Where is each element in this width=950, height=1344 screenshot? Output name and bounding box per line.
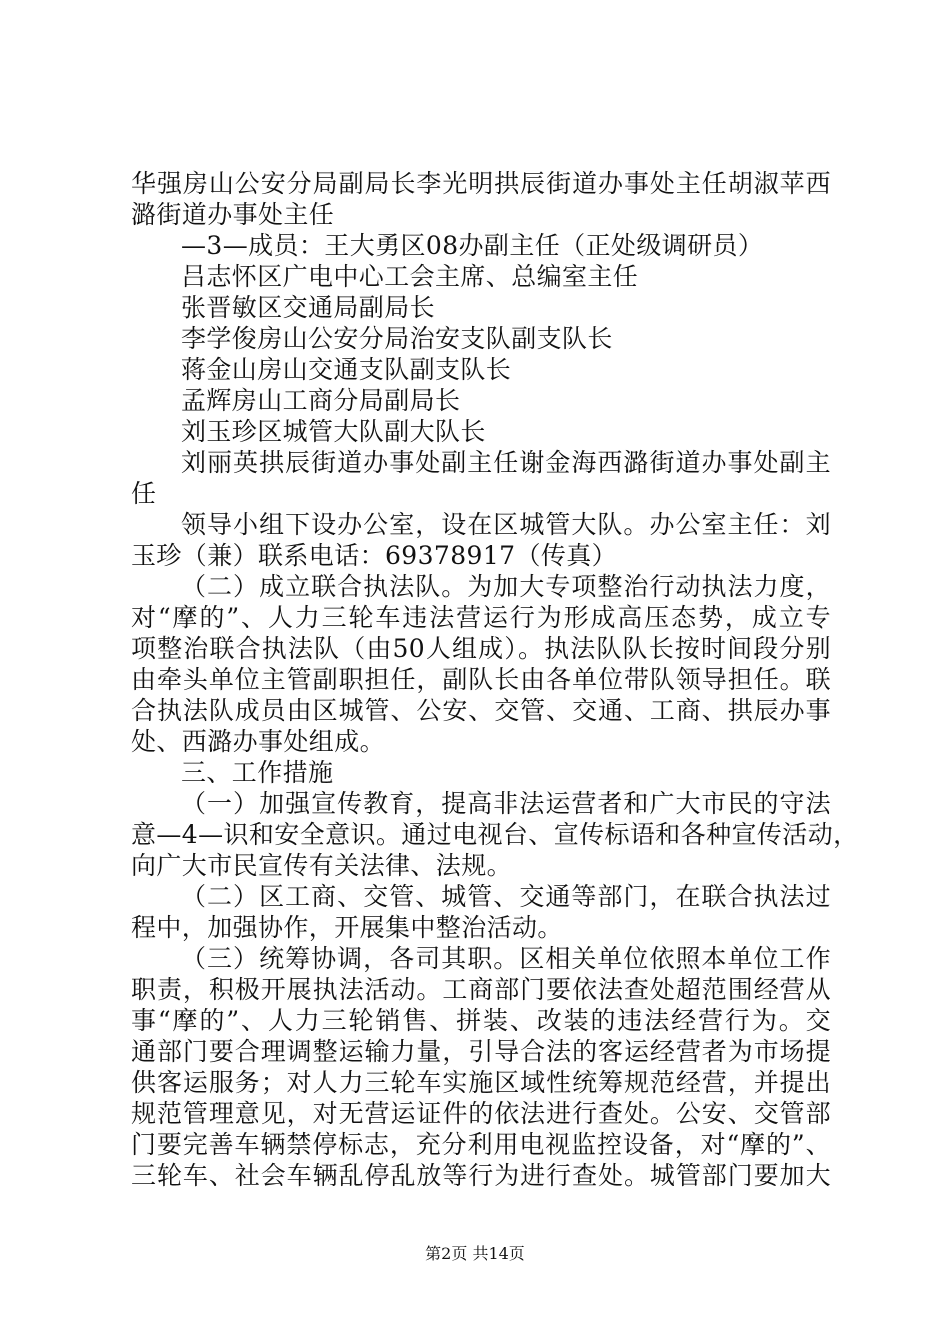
text-line: 事“摩的”、人力三轮销售、拼装、改装的违法经营行为。交 — [131, 1006, 831, 1035]
text-line: 项整治联合执法队（由50人组成）。执法队队长按时间段分别 — [131, 634, 831, 663]
text-line: （一）加强宣传教育，提高非法运营者和广大市民的守法 — [181, 789, 831, 818]
page-footer: 第2页 共14页 — [425, 1244, 525, 1263]
text-line: 通部门要合理调整运输力量，引导合法的客运经营者为市场提 — [131, 1037, 831, 1066]
text-line: （二）区工商、交管、城管、交通等部门，在联合执法过 — [181, 882, 831, 911]
text-line: 蒋金山房山交通支队副支队长 — [181, 355, 512, 384]
text-line: 供客运服务；对人力三轮车实施区域性统筹规范经营，并提出 — [131, 1068, 831, 1097]
text-line: 对“摩的”、人力三轮车违法营运行为形成高压态势，成立专 — [131, 603, 831, 632]
text-line: 意—4—识和安全意识。通过电视台、宣传标语和各种宣传活动， — [131, 820, 859, 849]
text-line: 刘玉珍区城管大队副大队长 — [181, 417, 486, 446]
text-line: （三）统筹协调，各司其职。区相关单位依照本单位工作 — [181, 944, 831, 973]
text-line: 门要完善车辆禁停标志，充分利用电视监控设备，对“摩的”、 — [131, 1130, 831, 1159]
text-line: 处、西潞办事处组成。 — [131, 727, 386, 756]
text-line: 合执法队成员由区城管、公安、交管、交通、工商、拱辰办事 — [131, 696, 831, 725]
text-line: 职责，积极开展执法活动。工商部门要依法查处超范围经营从 — [131, 975, 831, 1004]
text-line: 玉珍（兼）联系电话：69378917（传真） — [131, 541, 618, 570]
text-line: 刘丽英拱辰街道办事处副主任谢金海西潞街道办事处副主 — [181, 448, 831, 477]
text-line: 三、工作措施 — [181, 758, 334, 787]
text-line: 潞街道办事处主任 — [131, 200, 335, 229]
text-line: 华强房山公安分局副局长李光明拱辰街道办事处主任胡淑苹西 — [131, 169, 831, 198]
text-line: 任 — [131, 479, 157, 508]
text-line: 程中，加强协作，开展集中整治活动。 — [131, 913, 563, 942]
text-line: （二）成立联合执法队。为加大专项整治行动执法力度， — [181, 572, 831, 601]
text-line: 孟辉房山工商分局副局长 — [181, 386, 461, 415]
text-line: 李学俊房山公安分局治安支队副支队长 — [181, 324, 613, 353]
document-body — [131, 168, 859, 1191]
text-line: 领导小组下设办公室，设在区城管大队。办公室主任：刘 — [181, 510, 831, 539]
text-line: 规范管理意见，对无营运证件的依法进行查处。公安、交管部 — [131, 1099, 831, 1128]
text-line: 向广大市民宣传有关法律、法规。 — [131, 851, 513, 880]
text-line: 张晋敏区交通局副局长 — [181, 293, 436, 322]
text-line: 由牵头单位主管副职担任，副队长由各单位带队领导担任。联 — [131, 665, 831, 694]
text-line: —3—成员：王大勇区08办副主任（正处级调研员） — [181, 231, 764, 260]
text-line: 吕志怀区广电中心工会主席、总编室主任 — [181, 262, 639, 291]
text-line: 三轮车、社会车辆乱停乱放等行为进行查处。城管部门要加大 — [131, 1161, 831, 1190]
